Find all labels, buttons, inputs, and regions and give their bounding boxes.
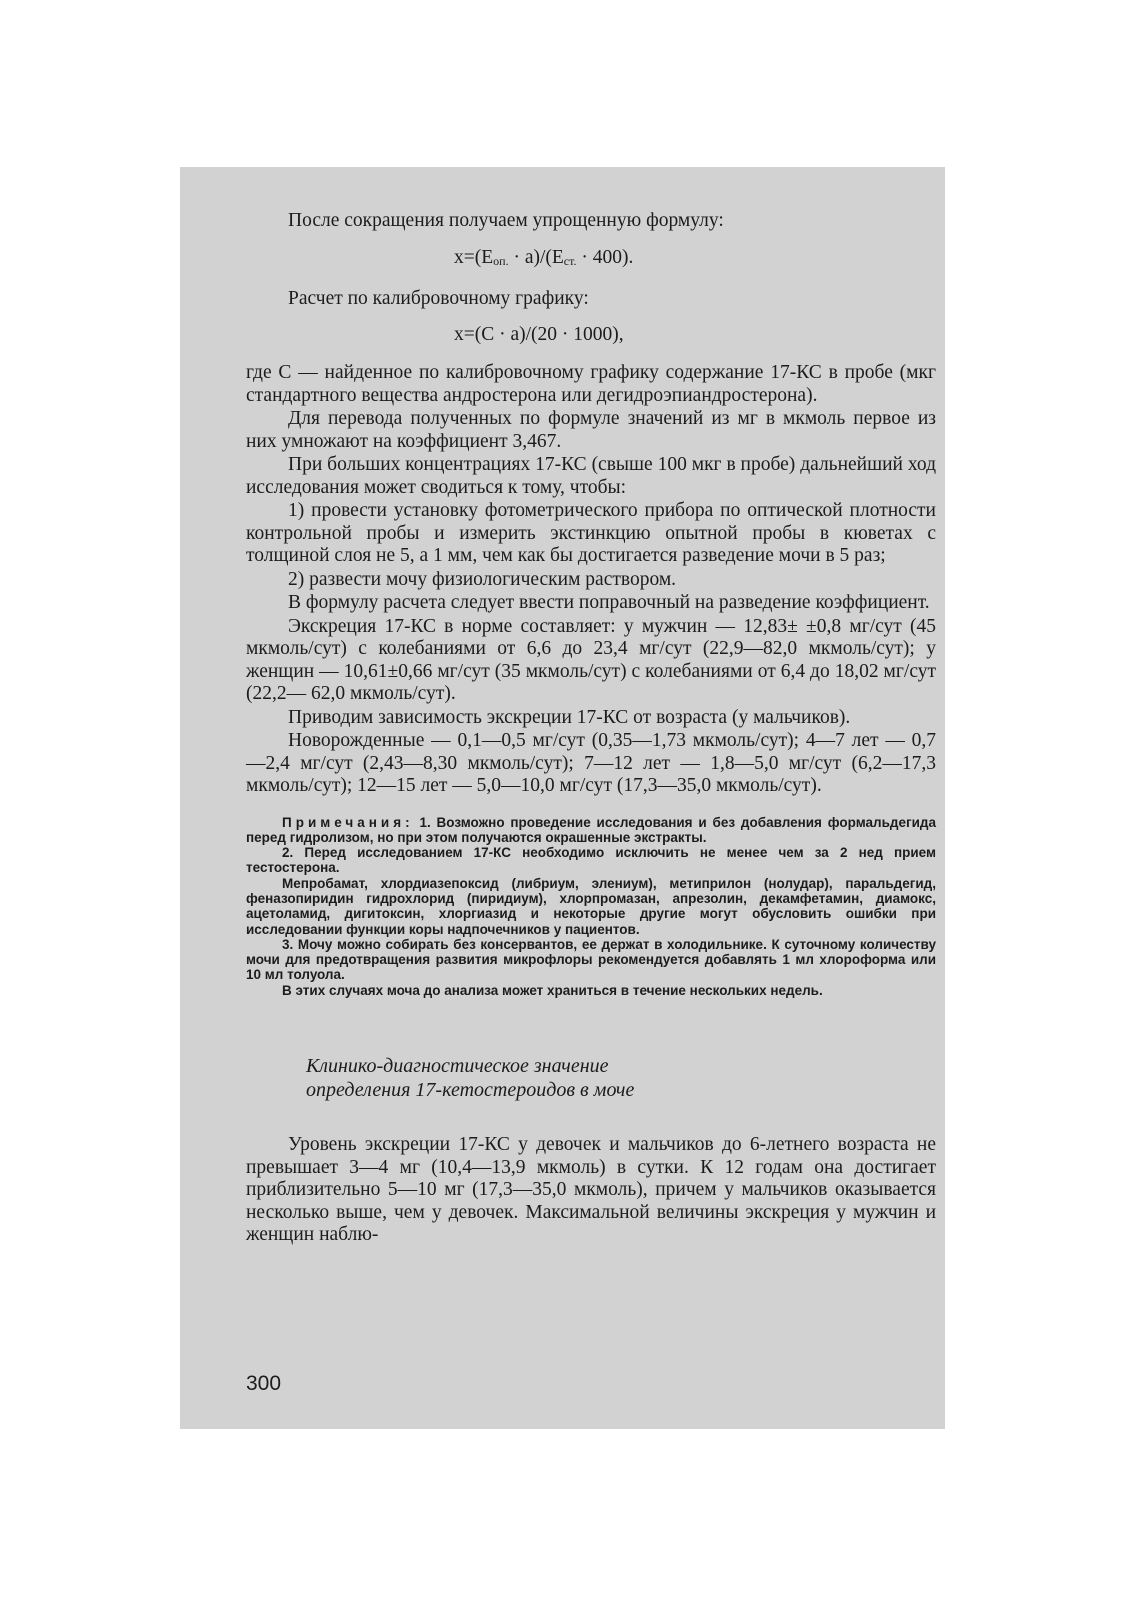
formula-simplified: $x=(E_{оп.} \cdot a)/(E_{ст.} \cdot 400)$.	[454, 246, 634, 268]
section-heading: Клинико-диагностическое значение определения 17-кетостероидов в моче	[306, 1055, 635, 1102]
formula-calibration: x=(C · a)/(20 · 1000),	[454, 324, 624, 345]
paragraph: В формулу расчета следует ввести поправочный на разведение коэффициент.	[288, 592, 930, 613]
note-item: 2. Перед исследованием 17-КС необходимо исключить не менее чем за 2 нед прием тестостерона.	[246, 845, 936, 876]
page-number: 300	[246, 1372, 282, 1395]
note-item: 3. Мочу можно собирать без консервантов, ее держат в холодильнике. К суточному количеству мочи для предотвращения развития микрофлоры рекомендуется добавлять 1 мл хлороформа или 10 мл толуола.	[246, 936, 936, 983]
notes-label: Примечания:	[282, 814, 414, 830]
paragraph: 2) развести мочу физиологическим раствором.	[288, 568, 677, 590]
note-item: В этих случаях моча до анализа может храниться в течение нескольких недель.	[282, 982, 823, 998]
paragraph: Экскреция 17-КС в норме составляет: у мужчин — 12,83± ±0,8 мг/сут (45 мкмоль/сут) с колебаниями от 6,6 до 23,4 мг/сут (22,9—82,0 мкмоль/сут); у женщин — 10,61±0,66 мг/сут (35 мкмоль/сут) с колебаниями от 6,4 до 18,02 мг/сут (22,2— 62,0 мкмоль/сут).	[246, 615, 936, 704]
note-item: Мепробамат, хлордиазепоксид (либриум, элениум), метиприлон (нолудар), паральдегид, феназопиридин гидрохлорид (пиридиум), хлорпромазан, апрезолин, декамфетамин, диамокс, ацетоламид, дигитоксин, хлоргиазид и некоторые другие могут обусловить ошибки при исследовании функции коры надпочечников у пациентов.	[246, 875, 936, 937]
paragraph: После сокращения получаем упрощенную формулу:	[288, 210, 724, 231]
paragraph: Уровень экскреции 17-КС у девочек и мальчиков до 6-летнего возраста не превышает 3—4 мг (10,4—13,9 мкмоль) в сутки. К 12 годам она достигает приблизительно 5—10 мг (17,3—35,0 мкмоль), причем у мальчиков оказывается несколько выше, чем у девочек. Максимальной величины экскреция у мужчин и женщин наблю-	[246, 1134, 936, 1246]
note-item: Примечания: 1. Возможно проведение исследования и без добавления формальдегида перед гидролизом, но при этом получаются окрашенные экстракты.	[246, 814, 936, 845]
paragraph: Новорожденные — 0,1—0,5 мг/сут (0,35—1,73 мкмоль/сут); 4—7 лет — 0,7—2,4 мг/сут (2,43—8,30 мкмоль/сут); 7—12 лет — 1,8—5,0 мг/сут (6,2—17,3 мкмоль/сут); 12—15 лет — 5,0—10,0 мг/сут (17,3—35,0 мкмоль/сут).	[246, 730, 936, 796]
paragraph: Для перевода полученных по формуле значений из мг в мкмоль первое из них умножают на коэффициент 3,467.	[246, 408, 936, 452]
paragraph: где С — найденное по калибровочному графику содержание 17-КС в пробе (мкг стандартного вещества андростерона или дегидроэпиандростерона).	[246, 362, 936, 406]
paragraph: Расчет по калибровочному графику:	[288, 287, 589, 309]
notes	[246, 815, 936, 999]
paragraph: 1) провести установку фотометрического прибора по оптической плотности контрольной пробы и измерить экстинкцию опытной пробы в кюветах с толщиной слоя не 5, а 1 мм, чем как бы достигается разведение мочи в 5 раз;	[246, 500, 936, 566]
page-body	[246, 210, 936, 1248]
paragraph: Приводим зависимость экскреции 17-КС от возраста (у мальчиков).	[288, 706, 851, 728]
paragraph: При больших концентрациях 17-КС (свыше 100 мкг в пробе) дальнейший ход исследования может сводиться к тому, чтобы:	[246, 454, 936, 498]
